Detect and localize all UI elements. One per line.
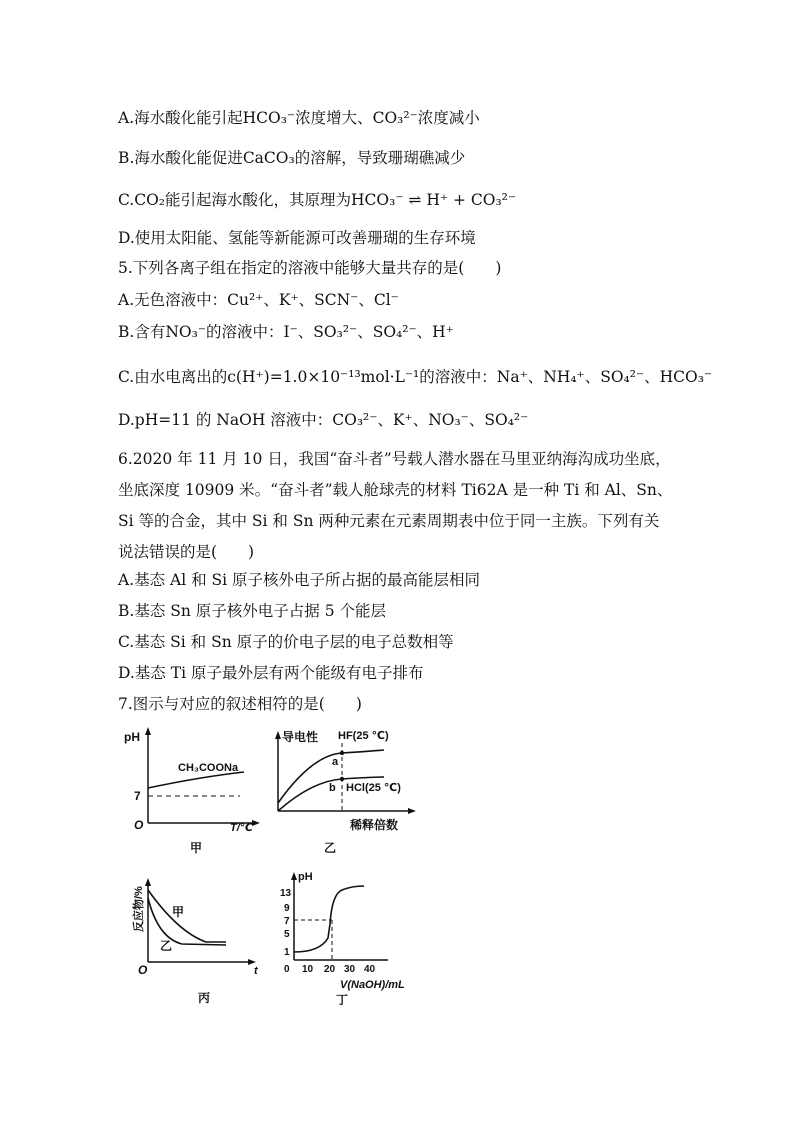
yi-x-arrow — [408, 808, 416, 814]
figure-yi — [272, 725, 432, 857]
ding-ylabel: pH — [298, 871, 313, 883]
ding-curve — [294, 886, 364, 952]
q5-option-d: D.pH=11 的 NaOH 溶液中：CO₃²⁻、K⁺、NO₃⁻、SO₄²⁻ — [118, 411, 529, 429]
q7-stem: 7.图示与对应的叙述相符的是( ) — [118, 695, 362, 713]
ding-x10: 10 — [302, 964, 314, 975]
bing-jia-label: 甲 — [172, 905, 185, 919]
yi-y-arrow — [275, 731, 281, 739]
jia-caption: 甲 — [190, 841, 203, 855]
jia-curve-label: CH₃COONa — [178, 762, 239, 774]
q6-option-c: C.基态 Si 和 Sn 原子的价电子层的电子总数相等 — [118, 633, 454, 651]
q6-stem: 6.2020 年 11 月 10 日，我国“奋斗者”号载人潜水器在马里亚纳海沟成功坐底，坐底深度 10909 米。“奋斗者”载人舱球壳的材料 Ti62A 是一种 Ti 和 Al、Sn、Si 等的合金，其中 Si 和 Sn 两种元素在元素周期表中位于同一主族。下列有关说法错误的是( ) — [118, 450, 673, 561]
ding-x20: 20 — [324, 964, 336, 975]
q4-option-a: A.海水酸化能引起HCO₃⁻浓度增大、CO₃²⁻浓度减小 — [118, 109, 480, 127]
yi-b: b — [329, 782, 336, 794]
yi-point-b — [340, 777, 344, 781]
yi-xlabel: 稀释倍数 — [350, 818, 399, 832]
jia-y-arrow — [145, 727, 151, 735]
jia-curve — [148, 772, 244, 788]
yi-a: a — [332, 756, 339, 768]
bing-curve-jia — [148, 890, 226, 942]
q4-option-d: D.使用太阳能、氢能等新能源可改善珊瑚的生存环境 — [118, 229, 476, 247]
q6-option-a: A.基态 Al 和 Si 原子核外电子所占据的最高能层相同 — [118, 571, 481, 589]
q5-stem: 5.下列各离子组在指定的溶液中能够大量共存的是( ) — [118, 259, 502, 277]
jia-origin: O — [134, 818, 144, 832]
ding-xlabel: V(NaOH)/mL — [340, 979, 405, 991]
figure-jia — [120, 725, 270, 855]
q6-option-b: B.基态 Sn 原子核外电子占据 5 个能层 — [118, 602, 386, 620]
ding-y9: 9 — [284, 903, 290, 914]
bing-origin: O — [138, 963, 148, 977]
ding-caption: 丁 — [336, 993, 349, 1007]
ding-x30: 30 — [344, 964, 356, 975]
q4-option-c: C.CO₂能引起海水酸化，其原理为HCO₃⁻ ⇌ H⁺ + CO₃²⁻ — [118, 191, 517, 209]
q4-option-b: B.海水酸化能促进CaCO₃的溶解，导致珊瑚礁减少 — [118, 149, 466, 167]
bing-y-arrow — [145, 878, 151, 886]
yi-hf-curve — [278, 750, 384, 803]
figure-bing — [128, 870, 268, 1010]
q5-option-a: A.无色溶液中：Cu²⁺、K⁺、SCN⁻、Cl⁻ — [118, 291, 399, 309]
yi-caption: 乙 — [324, 841, 337, 855]
figure-ding — [276, 868, 426, 1010]
bing-xlabel: t — [254, 965, 258, 977]
ding-x40: 40 — [364, 964, 376, 975]
yi-hcl-label: HCl(25 ℃) — [346, 782, 401, 794]
ding-y5: 5 — [284, 929, 290, 940]
ding-y1: 1 — [284, 947, 290, 958]
bing-ylabel: 反应物/% — [133, 886, 145, 932]
ding-x0: 0 — [284, 964, 290, 975]
jia-ylabel: pH — [124, 730, 140, 744]
jia-x-arrow — [252, 820, 260, 826]
yi-ylabel: 导电性 — [282, 730, 319, 744]
q6-option-d: D.基态 Ti 原子最外层有两个能级有电子排布 — [118, 664, 424, 682]
q5-option-c: C.由水电离出的c(H⁺)=1.0×10⁻¹³mol·L⁻¹的溶液中：Na⁺、NH₄⁺、SO₄²⁻、HCO₃⁻ — [118, 368, 713, 386]
jia-y7: 7 — [134, 789, 141, 803]
bing-caption: 丙 — [198, 991, 211, 1005]
jia-xlabel: T/℃ — [230, 822, 254, 834]
ding-y7: 7 — [284, 916, 290, 927]
ding-y13: 13 — [280, 888, 292, 899]
yi-point-a — [340, 751, 344, 755]
q5-option-b: B.含有NO₃⁻的溶液中：I⁻、SO₃²⁻、SO₄²⁻、H⁺ — [118, 323, 454, 341]
bing-yi-label: 乙 — [160, 939, 173, 953]
ding-y-arrow — [291, 872, 297, 880]
yi-hf-label: HF(25 ℃) — [338, 730, 389, 742]
